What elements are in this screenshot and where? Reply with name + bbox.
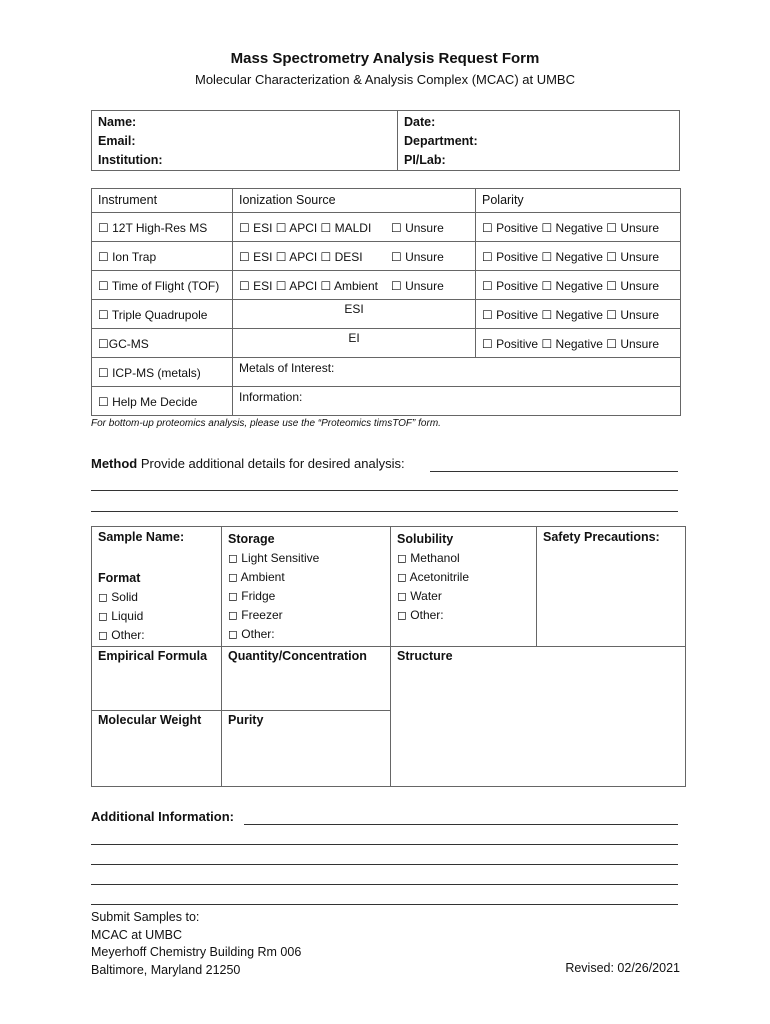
institution-field[interactable]: Institution: [98,153,163,167]
ionization-options[interactable]: ☐ ESI ☐ APCI ☐ DESI [239,250,363,264]
method-input-line[interactable] [430,471,678,472]
additional-info-line[interactable] [91,884,678,885]
empirical-formula-field[interactable]: Empirical Formula [98,649,208,663]
polarity-options[interactable]: ☐ Positive ☐ Negative ☐ Unsure [476,271,681,300]
contact-table [91,110,680,171]
method-input-line[interactable] [91,511,678,512]
table-row [92,300,681,329]
instrument-table [91,188,681,416]
solubility-methanol-checkbox[interactable]: ◻ Methanol [397,551,460,565]
table-row [92,358,681,387]
method-label: Method [91,456,138,471]
ionization-options[interactable]: ☐ ESI ☐ APCI ☐ Ambient [239,279,378,293]
ionization-esi: ESI [233,300,476,329]
instrument-12t[interactable]: ☐ 12T High-Res MS [92,213,233,242]
storage-freezer-checkbox[interactable]: ◻ Freezer [228,608,283,622]
solubility-acetonitrile-checkbox[interactable]: ◻ Acetonitrile [397,570,469,584]
table-row [92,329,681,358]
instrument-gc-ms[interactable]: ☐GC-MS [92,329,233,358]
solubility-other-checkbox[interactable]: ◻ Other: [397,608,444,622]
instrument-help-me-decide[interactable]: ☐ Help Me Decide [92,387,233,416]
department-field[interactable]: Department: [404,134,478,148]
additional-info-label: Additional Information: [91,809,234,824]
submit-line: Submit Samples to: [91,910,200,924]
table-row [92,271,681,300]
format-solid-checkbox[interactable]: ◻ Solid [98,590,138,604]
format-label: Format [98,571,141,585]
email-field[interactable]: Email: [98,134,136,148]
solubility-section [397,530,469,625]
proteomics-note: For bottom-up proteomics analysis, please use the “Proteomics timsTOF” form. [91,418,441,429]
ionization-unsure[interactable]: ☐ Unsure [391,221,444,235]
name-field[interactable]: Name: [98,115,137,129]
instrument-icp-ms[interactable]: ☐ ICP-MS (metals) [92,358,233,387]
storage-ambient-checkbox[interactable]: ◻ Ambient [228,570,285,584]
solubility-water-checkbox[interactable]: ◻ Water [397,589,442,603]
safety-precautions-field[interactable]: Safety Precautions: [543,530,660,544]
format-liquid-checkbox[interactable]: ◻ Liquid [98,609,144,623]
table-row [92,242,681,271]
storage-fridge-checkbox[interactable]: ◻ Fridge [228,589,276,603]
additional-info-line[interactable] [91,864,678,865]
pi-lab-field[interactable]: PI/Lab: [404,153,446,167]
method-input-line[interactable] [91,490,678,491]
storage-label: Storage [228,532,275,546]
method-section [91,456,405,471]
storage-light-sensitive-checkbox[interactable]: ◻ Light Sensitive [228,551,320,565]
instrument-ion-trap[interactable]: ☐ Ion Trap [92,242,233,271]
revised-date: Revised: 02/26/2021 [565,961,680,975]
storage-section [228,530,319,644]
submit-line: Baltimore, Maryland 21250 [91,962,241,977]
table-row [92,387,681,416]
form-subtitle: Molecular Characterization & Analysis Complex (MCAC) at UMBC [194,72,575,87]
submit-line: MCAC at UMBC [91,927,182,942]
additional-info-line[interactable] [91,844,678,845]
purity-field[interactable]: Purity [228,713,264,727]
molecular-weight-field[interactable]: Molecular Weight [98,713,202,727]
ionization-header: Ionization Source [233,189,476,213]
sample-name-field[interactable]: Sample Name: [98,530,185,544]
additional-info-line[interactable] [91,904,678,905]
polarity-header: Polarity [476,189,681,213]
instrument-header: Instrument [92,189,233,213]
storage-other-checkbox[interactable]: ◻ Other: [228,627,275,641]
polarity-options[interactable]: ☐ Positive ☐ Negative ☐ Unsure [476,300,681,329]
quantity-field[interactable]: Quantity/Concentration [228,649,367,663]
instrument-triple-quad[interactable]: ☐ Triple Quadrupole [92,300,233,329]
form-title: Mass Spectrometry Analysis Request Form [230,50,540,67]
polarity-options[interactable]: ☐ Positive ☐ Negative ☐ Unsure [476,213,681,242]
ionization-options[interactable]: ☐ ESI ☐ APCI ☐ MALDI [239,221,372,235]
solubility-label: Solubility [397,532,454,546]
submit-line: Meyerhoff Chemistry Building Rm 006 [91,945,302,959]
structure-field[interactable]: Structure [397,649,453,663]
polarity-options[interactable]: ☐ Positive ☐ Negative ☐ Unsure [476,242,681,271]
additional-info-line[interactable] [244,824,678,825]
ionization-unsure[interactable]: ☐ Unsure [391,250,444,264]
polarity-options[interactable]: ☐ Positive ☐ Negative ☐ Unsure [476,329,681,358]
instrument-tof[interactable]: ☐ Time of Flight (TOF) [92,271,233,300]
format-other-checkbox[interactable]: ◻ Other: [98,628,145,642]
sample-table [91,526,686,787]
ionization-ei: EI [233,329,476,358]
method-prompt: Provide additional details for desired analysis: [140,456,405,471]
format-section [98,569,145,645]
metals-of-interest-field[interactable]: Metals of Interest: [233,358,681,387]
submit-address [91,909,301,979]
date-field[interactable]: Date: [404,115,436,129]
table-row [92,213,681,242]
information-field[interactable]: Information: [233,387,681,416]
ionization-unsure[interactable]: ☐ Unsure [391,279,444,293]
